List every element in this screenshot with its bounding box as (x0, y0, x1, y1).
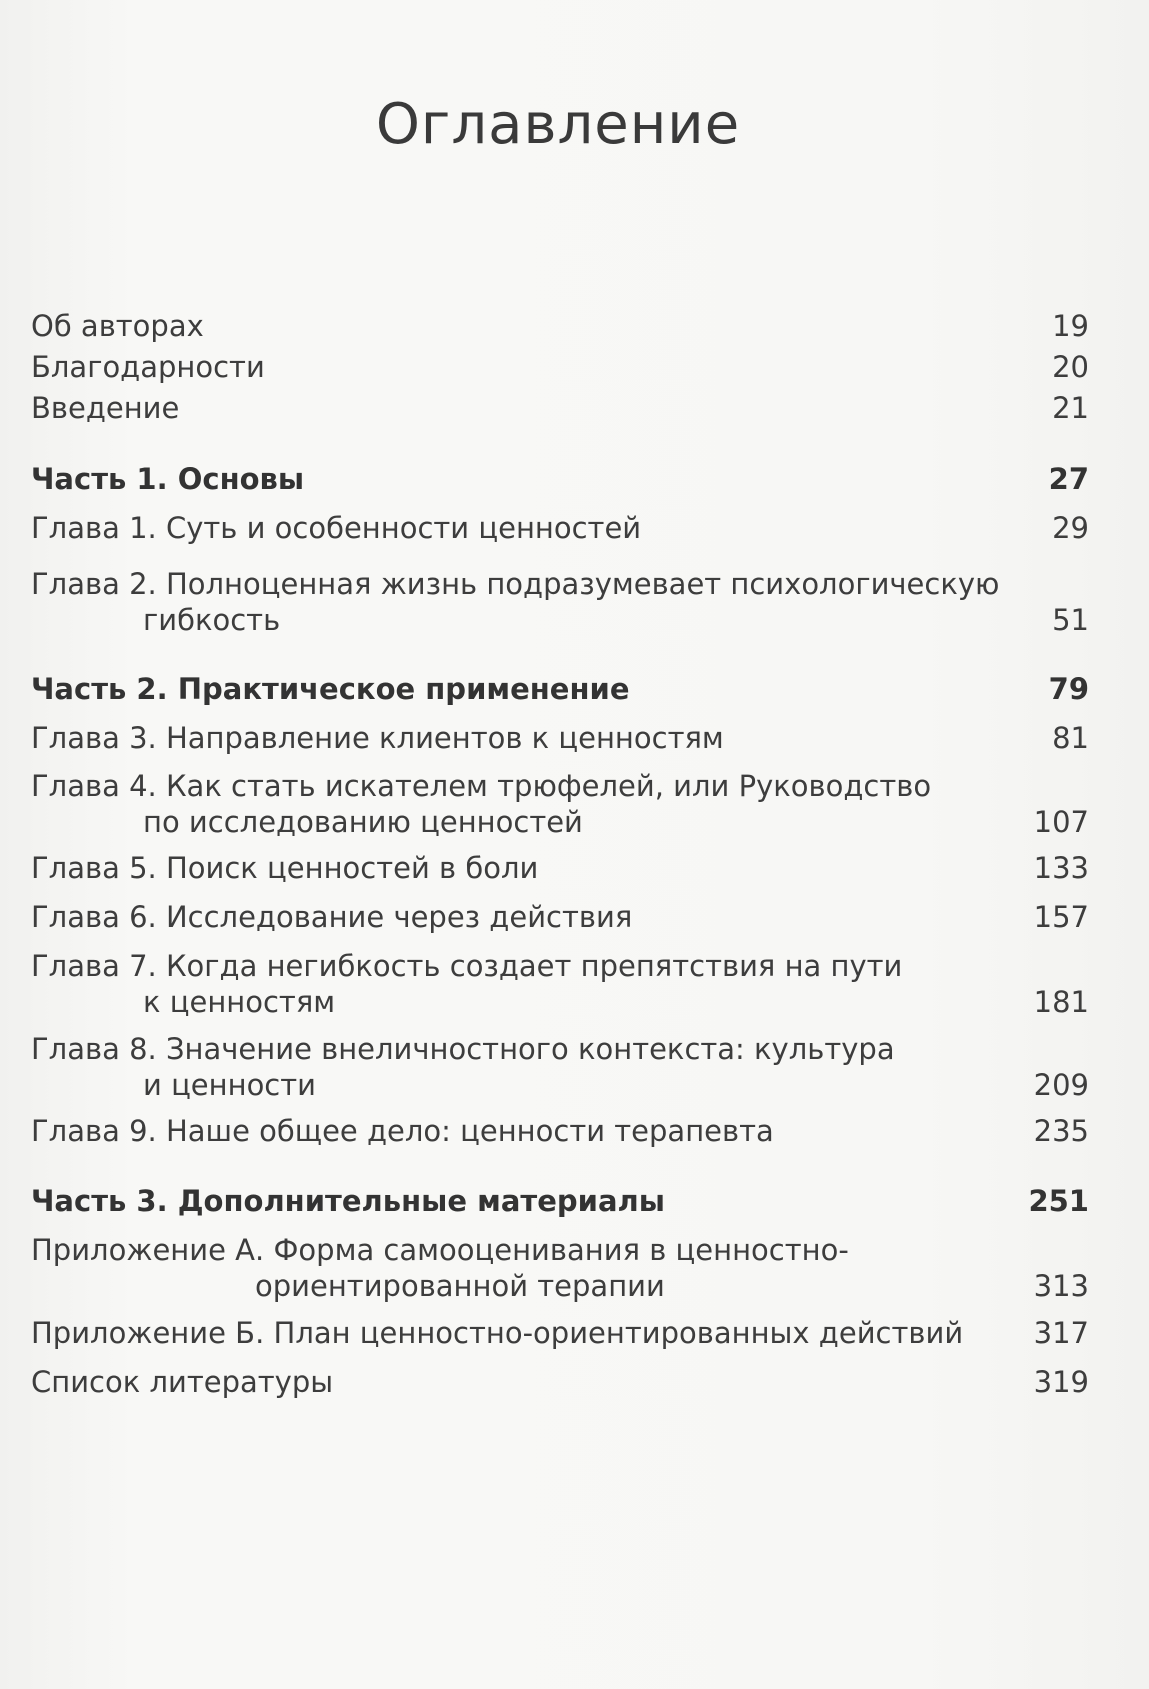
toc-entry-label: Приложение Б. План ценностно-ориентированных действий (31, 1316, 964, 1350)
toc-entry-label-continued: по исследованию ценностей (143, 805, 583, 839)
toc-entry-label: Введение (31, 391, 180, 425)
toc-entry-page: 313 (1033, 1269, 1089, 1303)
toc-entry-page: 81 (1052, 721, 1089, 755)
toc-part-label: Часть 3. Дополнительные материалы (31, 1184, 665, 1218)
toc-entry-label: Благодарности (31, 350, 265, 384)
toc-entry-label: Глава 5. Поиск ценностей в боли (31, 851, 539, 885)
toc-entry-label: Глава 2. Полноценная жизнь подразумевает психологическую (31, 567, 1000, 601)
toc-entry-page: 235 (1033, 1114, 1089, 1148)
toc-entry-label-continued: ориентированной терапии (255, 1269, 665, 1303)
toc-entry-label: Глава 6. Исследование через действия (31, 900, 633, 934)
toc-entry-label: Глава 9. Наше общее дело: ценности терапевта (31, 1114, 774, 1148)
toc-entry-label: Список литературы (31, 1365, 334, 1399)
toc-entry-page: 19 (1052, 309, 1089, 343)
toc-entry-page: 251 (1028, 1184, 1089, 1218)
toc-part-label: Часть 2. Практическое применение (31, 672, 630, 706)
toc-entry-page: 27 (1048, 462, 1089, 496)
toc-entry-page: 21 (1052, 391, 1089, 425)
toc-entry-label: Глава 7. Когда негибкость создает препятствия на пути (31, 949, 903, 983)
toc-entry-page: 51 (1052, 603, 1089, 637)
toc-part-label: Часть 1. Основы (31, 462, 305, 496)
toc-entry-page: 20 (1052, 350, 1089, 384)
toc-entry-page: 209 (1033, 1068, 1089, 1102)
toc-entry-page: 79 (1048, 672, 1089, 706)
toc-entry-page: 133 (1033, 851, 1089, 885)
toc-entry-label: Глава 8. Значение внеличностного контекста: культура (31, 1032, 895, 1066)
page-title: Оглавление (375, 92, 741, 157)
toc-entry-page: 107 (1033, 805, 1089, 839)
toc-entry-label-continued: гибкость (143, 603, 281, 637)
toc-entry-label: Приложение А. Форма самооценивания в ценностно- (31, 1233, 849, 1267)
toc-entry-page: 157 (1033, 900, 1089, 934)
toc-entry-label: Об авторах (31, 309, 204, 343)
toc-entry-label-continued: и ценности (143, 1068, 316, 1102)
toc-entry-label-continued: к ценностям (143, 985, 336, 1019)
toc-entry-label: Глава 4. Как стать искателем трюфелей, или Руководство (31, 769, 932, 803)
toc-entry-label: Глава 1. Суть и особенности ценностей (31, 511, 642, 545)
toc-entry-page: 317 (1033, 1316, 1089, 1350)
toc-entry-page: 319 (1033, 1365, 1089, 1399)
toc-entry-page: 29 (1052, 511, 1089, 545)
toc-entry-label: Глава 3. Направление клиентов к ценностям (31, 721, 724, 755)
toc-entry-page: 181 (1033, 985, 1089, 1019)
